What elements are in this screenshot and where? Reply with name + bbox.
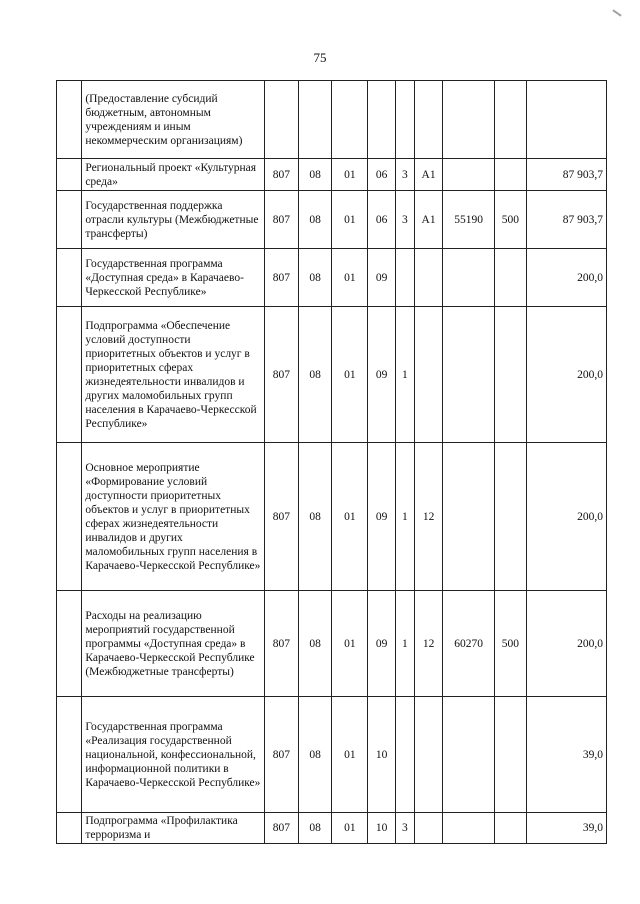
code-cell: 01	[332, 249, 368, 307]
row-marker-cell	[57, 591, 82, 697]
code-cell: 10	[368, 697, 395, 813]
table-row	[57, 307, 607, 443]
item-name-cell: Государственная программа «Реализация государственной национальной, конфессиональной, информационной политики в Карачаево-Черкесской Республике»	[82, 697, 265, 813]
code-cell: 807	[264, 159, 298, 191]
code-cell	[495, 249, 527, 307]
amount-cell: 87 903,7	[526, 159, 606, 191]
table-row	[57, 813, 607, 844]
code-cell: 12	[414, 443, 443, 591]
table-row	[57, 159, 607, 191]
code-cell: 807	[264, 191, 298, 249]
item-name-cell: (Предоставление субсидий бюджетным, автономным учреждениям и иным некоммерческим организациям)	[82, 81, 265, 159]
code-cell: 06	[368, 159, 395, 191]
code-cell	[332, 81, 368, 159]
table-row	[57, 591, 607, 697]
amount-cell: 39,0	[526, 813, 606, 844]
code-cell: 09	[368, 307, 395, 443]
amount-cell: 200,0	[526, 443, 606, 591]
row-marker-cell	[57, 697, 82, 813]
code-cell: 08	[298, 159, 332, 191]
code-cell: 09	[368, 443, 395, 591]
code-cell	[495, 443, 527, 591]
code-cell	[443, 697, 495, 813]
code-cell: 01	[332, 443, 368, 591]
amount-cell: 200,0	[526, 307, 606, 443]
code-cell	[443, 159, 495, 191]
code-cell: 01	[332, 191, 368, 249]
code-cell: 1	[395, 443, 414, 591]
code-cell: 08	[298, 191, 332, 249]
code-cell	[443, 813, 495, 844]
code-cell: 08	[298, 813, 332, 844]
code-cell	[495, 159, 527, 191]
budget-table	[56, 80, 607, 844]
table-row	[57, 81, 607, 159]
code-cell: 08	[298, 307, 332, 443]
code-cell: 01	[332, 159, 368, 191]
code-cell: 06	[368, 191, 395, 249]
code-cell	[414, 81, 443, 159]
code-cell: А1	[414, 191, 443, 249]
code-cell: А1	[414, 159, 443, 191]
code-cell: 60270	[443, 591, 495, 697]
code-cell	[414, 697, 443, 813]
code-cell	[368, 81, 395, 159]
code-cell: 1	[395, 307, 414, 443]
code-cell	[264, 81, 298, 159]
code-cell: 09	[368, 249, 395, 307]
code-cell: 55190	[443, 191, 495, 249]
code-cell: 3	[395, 191, 414, 249]
amount-cell: 200,0	[526, 591, 606, 697]
item-name-cell: Региональный проект «Культурная среда»	[82, 159, 265, 191]
code-cell: 3	[395, 159, 414, 191]
amount-cell: 39,0	[526, 697, 606, 813]
code-cell	[443, 249, 495, 307]
row-marker-cell	[57, 307, 82, 443]
row-marker-cell	[57, 249, 82, 307]
code-cell	[443, 81, 495, 159]
amount-cell: 200,0	[526, 249, 606, 307]
code-cell: 12	[414, 591, 443, 697]
row-marker-cell	[57, 81, 82, 159]
item-name-cell: Государственная программа «Доступная среда» в Карачаево-Черкесской Республике»	[82, 249, 265, 307]
code-cell: 3	[395, 813, 414, 844]
code-cell	[443, 307, 495, 443]
code-cell: 08	[298, 697, 332, 813]
code-cell: 807	[264, 813, 298, 844]
table-row	[57, 697, 607, 813]
code-cell	[395, 697, 414, 813]
code-cell	[495, 697, 527, 813]
row-marker-cell	[57, 191, 82, 249]
code-cell	[395, 249, 414, 307]
code-cell: 01	[332, 813, 368, 844]
code-cell: 500	[495, 591, 527, 697]
code-cell: 09	[368, 591, 395, 697]
code-cell: 1	[395, 591, 414, 697]
table-row	[57, 249, 607, 307]
row-marker-cell	[57, 159, 82, 191]
amount-cell: 87 903,7	[526, 191, 606, 249]
page-number: 75	[313, 50, 327, 65]
code-cell: 01	[332, 697, 368, 813]
code-cell: 807	[264, 697, 298, 813]
item-name-cell: Подпрограмма «Профилактика терроризма и	[82, 813, 265, 844]
table-row	[57, 443, 607, 591]
item-name-cell: Основное мероприятие «Формирование условий доступности приоритетных объектов и услуг в приоритетных сферах жизнедеятельности инвалидов и других маломобильных групп населения в Карачаево-Черкесской Республике»	[82, 443, 265, 591]
code-cell: 807	[264, 443, 298, 591]
code-cell	[443, 443, 495, 591]
code-cell	[495, 81, 527, 159]
code-cell: 01	[332, 307, 368, 443]
code-cell: 807	[264, 307, 298, 443]
item-name-cell: Государственная поддержка отрасли культуры (Межбюджетные трансферты)	[82, 191, 265, 249]
row-marker-cell	[57, 443, 82, 591]
code-cell	[298, 81, 332, 159]
code-cell: 807	[264, 591, 298, 697]
code-cell	[395, 81, 414, 159]
margin-mark	[612, 9, 621, 16]
code-cell: 807	[264, 249, 298, 307]
code-cell: 10	[368, 813, 395, 844]
code-cell	[414, 249, 443, 307]
item-name-cell: Подпрограмма «Обеспечение условий доступности приоритетных объектов и услуг в приоритетных сферах жизнедеятельности инвалидов и других маломобильных групп населения в Карачаево-Черкесской Республике»	[82, 307, 265, 443]
code-cell	[495, 813, 527, 844]
code-cell: 500	[495, 191, 527, 249]
table-row	[57, 191, 607, 249]
code-cell: 08	[298, 443, 332, 591]
code-cell	[414, 813, 443, 844]
row-marker-cell	[57, 813, 82, 844]
item-name-cell: Расходы на реализацию мероприятий государственной программы «Доступная среда» в Карачаево-Черкесской Республике (Межбюджетные трансферты)	[82, 591, 265, 697]
code-cell	[495, 307, 527, 443]
code-cell: 01	[332, 591, 368, 697]
code-cell: 08	[298, 591, 332, 697]
amount-cell	[526, 81, 606, 159]
code-cell: 08	[298, 249, 332, 307]
code-cell	[414, 307, 443, 443]
